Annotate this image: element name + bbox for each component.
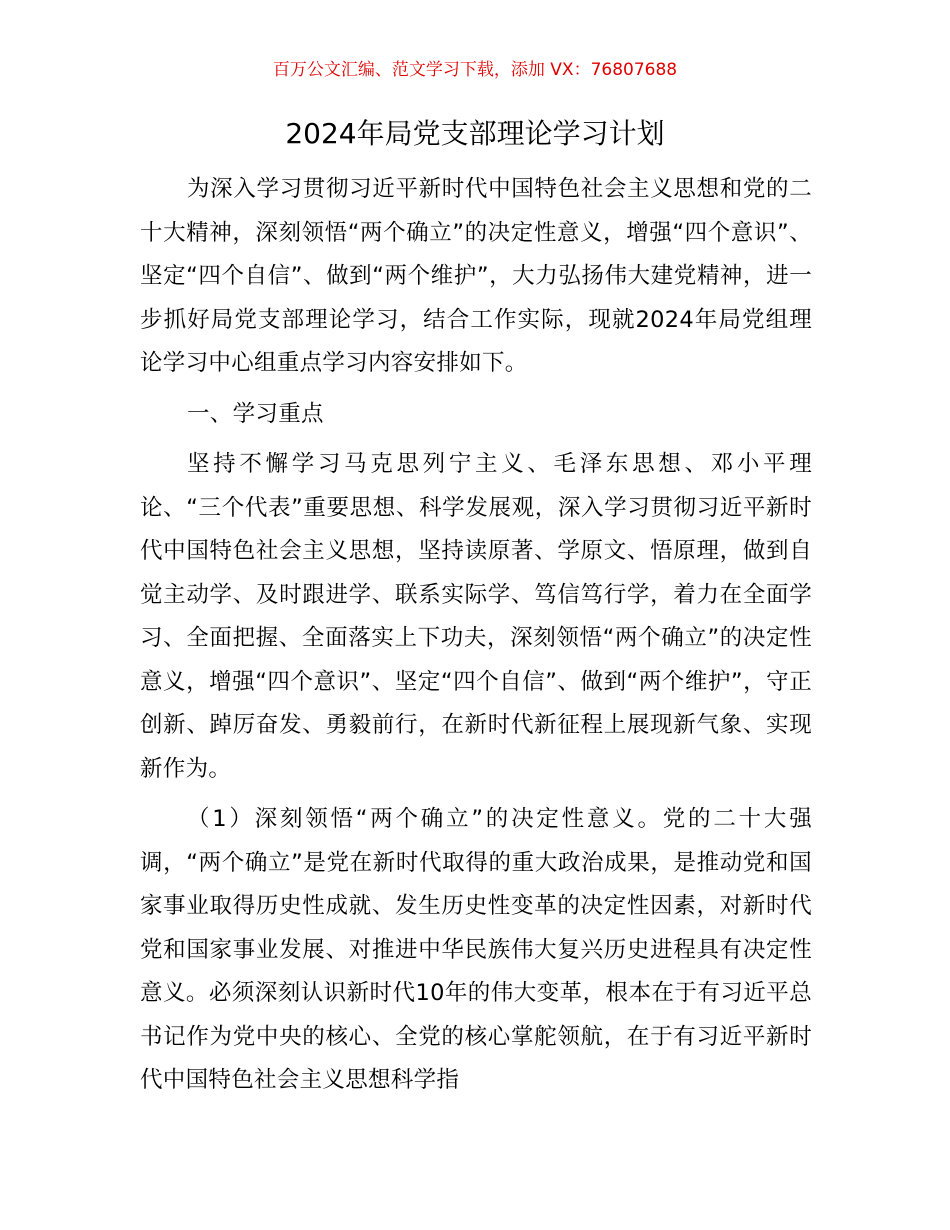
watermark-text: 百万公文汇编、范文学习下载，添加 VX：76807688 <box>272 60 678 80</box>
document-title: 2024年局党支部理论学习计划 <box>285 117 665 150</box>
body-paragraph: 坚持不懈学习马克思列宁主义、毛泽东思想、邓小平理论、“三个代表”重要思想、科学发展观，深入学习贯彻习近平新时代中国特色社会主义思想，坚持读原著、学原文、悟原理，做到自觉主动学、及时跟进学、联系实际学、笃信笃行学，着力在全面学习、全面把握、全面落实上下功夫，深刻领悟“两个确立”的决定性意义，增强“四个意识”、坚定“四个自信”、做到“两个维护”，守正创新、踔厉奋发、勇毅前行，在新时代新征程上展现新气象、实现新作为。 <box>140 451 812 782</box>
section-heading: 一、学习重点 <box>187 400 324 427</box>
body-paragraph: （1）深刻领悟“两个确立”的决定性意义。党的二十大强调，“两个确立”是党在新时代取得的重大政治成果，是推动党和国家事业取得历史性成就、发生历史性变革的决定性因素，对新时代党和国家事业发展、对推进中华民族伟大复兴历史进程具有决定性意义。必须深刻认识新时代10年的伟大变革，根本在于有习近平总书记作为党中央的核心、全党的核心掌舵领航，在于有习近平新时代中国特色社会主义思想科学指 <box>140 806 812 1093</box>
document-body <box>140 168 812 1110</box>
intro-paragraph: 为深入学习贯彻习近平新时代中国特色社会主义思想和党的二十大精神，深刻领悟“两个确立”的决定性意义，增强“四个意识”、坚定“四个自信”、做到“两个维护”，大力弘扬伟大建党精神，进一步抓好局党支部理论学习，结合工作实际，现就2024年局党组理论学习中心组重点学习内容安排如下。 <box>140 176 812 376</box>
